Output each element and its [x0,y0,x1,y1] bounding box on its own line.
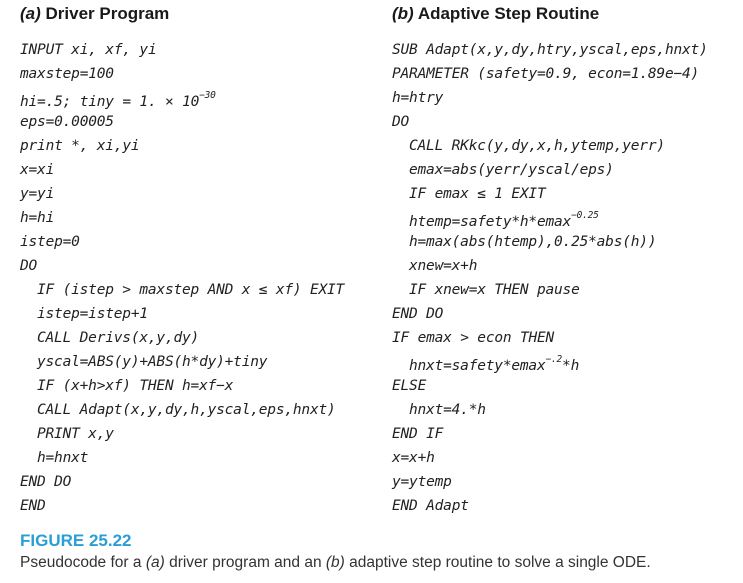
code-line [392,86,708,110]
code-text: DO [20,258,38,274]
code-text: x=xi [20,162,55,178]
code-line [20,62,344,86]
code-line [392,350,708,374]
code-text: PRINT x,y [37,426,114,442]
code-text: IF xnew=x THEN pause [409,282,580,298]
code-line [392,110,708,134]
code-text: IF emax > econ THEN [392,330,555,346]
code-text: END [20,498,46,514]
driver-code-listing [20,38,344,518]
code-text: htemp=safety*h*emax [409,213,572,230]
caption-part-2: driver program and an [164,554,326,571]
code-line [20,134,344,158]
code-text: IF (istep > maxstep AND x ≤ xf) EXIT [37,282,345,298]
code-line [392,278,708,302]
code-line [20,326,344,350]
code-text: END DO [20,474,72,490]
code-line [392,302,708,326]
adapt-title: Adaptive Step Routine [417,4,600,23]
code-text: istep=istep+1 [37,306,148,322]
code-line [20,470,344,494]
code-text: INPUT xi, xf, yi [20,42,157,58]
adapt-code-listing [392,38,708,518]
code-line [20,158,344,182]
code-text: hi=.5; tiny = 1. × 10 [20,93,200,110]
code-line [20,422,344,446]
adaptive-step-heading [392,4,599,24]
code-text: DO [392,114,410,130]
code-exponent: −0.25 [571,210,599,221]
code-line [20,38,344,62]
code-line [392,398,708,422]
code-text: eps=0.00005 [20,114,114,130]
figure-description [20,552,651,574]
code-text: END IF [392,426,444,442]
code-line [392,446,708,470]
code-text: print *, xi,yi [20,138,140,154]
code-line [20,254,344,278]
caption-label-a: (a) [145,554,165,571]
code-line [20,182,344,206]
code-text: maxstep=100 [20,66,114,82]
code-line [392,422,708,446]
code-text: h=hnxt [37,450,89,466]
code-line [20,206,344,230]
adapt-label: (b) [392,4,414,23]
code-text: h=hi [20,210,55,226]
code-line [392,134,708,158]
code-text: END DO [392,306,444,322]
code-line [392,206,708,230]
figure-number: FIGURE 25.22 [20,531,132,550]
code-line [20,230,344,254]
code-line [392,182,708,206]
figure-caption [20,530,651,574]
code-text-after: *h [562,357,580,374]
code-text: CALL Adapt(x,y,dy,h,yscal,eps,hnxt) [37,402,336,418]
code-text: PARAMETER (safety=0.9, econ=1.89e−4) [392,66,700,82]
code-text: ELSE [392,378,427,394]
code-line [20,302,344,326]
code-line [20,446,344,470]
code-line [392,158,708,182]
code-line [20,110,344,134]
driver-title: Driver Program [45,4,170,23]
code-line [392,254,708,278]
code-text: CALL RKkc(y,dy,x,h,ytemp,yerr) [409,138,665,154]
code-text: h=htry [392,90,444,106]
code-line [20,494,344,518]
code-text: istep=0 [20,234,80,250]
code-text: y=ytemp [392,474,452,490]
code-text: CALL Derivs(x,y,dy) [37,330,200,346]
code-line [392,230,708,254]
code-line [20,278,344,302]
code-line [392,62,708,86]
code-text: xnew=x+h [409,258,478,274]
code-text: yscal=ABS(y)+ABS(h*dy)+tiny [37,354,268,370]
caption-part-1: Pseudocode for a [20,554,146,571]
code-text: IF (x+h>xf) THEN h=xf−x [37,378,234,394]
driver-label: (a) [20,4,41,23]
code-exponent: −.2 [545,354,563,365]
code-line [392,38,708,62]
code-text: END Adapt [392,498,469,514]
caption-label-b: (b) [325,554,345,571]
code-line [392,326,708,350]
code-line [392,494,708,518]
code-text: y=yi [20,186,55,202]
code-text: h=max(abs(htemp),0.25*abs(h)) [409,234,657,250]
driver-program-heading [20,4,169,24]
code-line [392,374,708,398]
code-text: IF emax ≤ 1 EXIT [409,186,546,202]
caption-part-3: adaptive step routine to solve a single ODE. [344,554,651,571]
code-line [20,374,344,398]
code-text: emax=abs(yerr/yscal/eps) [409,162,614,178]
code-line [20,86,344,110]
code-line [20,398,344,422]
code-line [20,350,344,374]
code-text: x=x+h [392,450,435,466]
code-text: hnxt=safety*emax [409,357,546,374]
code-text: SUB Adapt(x,y,dy,htry,yscal,eps,hnxt) [392,42,708,58]
code-exponent: −30 [199,90,216,101]
code-text: hnxt=4.*h [409,402,486,418]
code-line [392,470,708,494]
